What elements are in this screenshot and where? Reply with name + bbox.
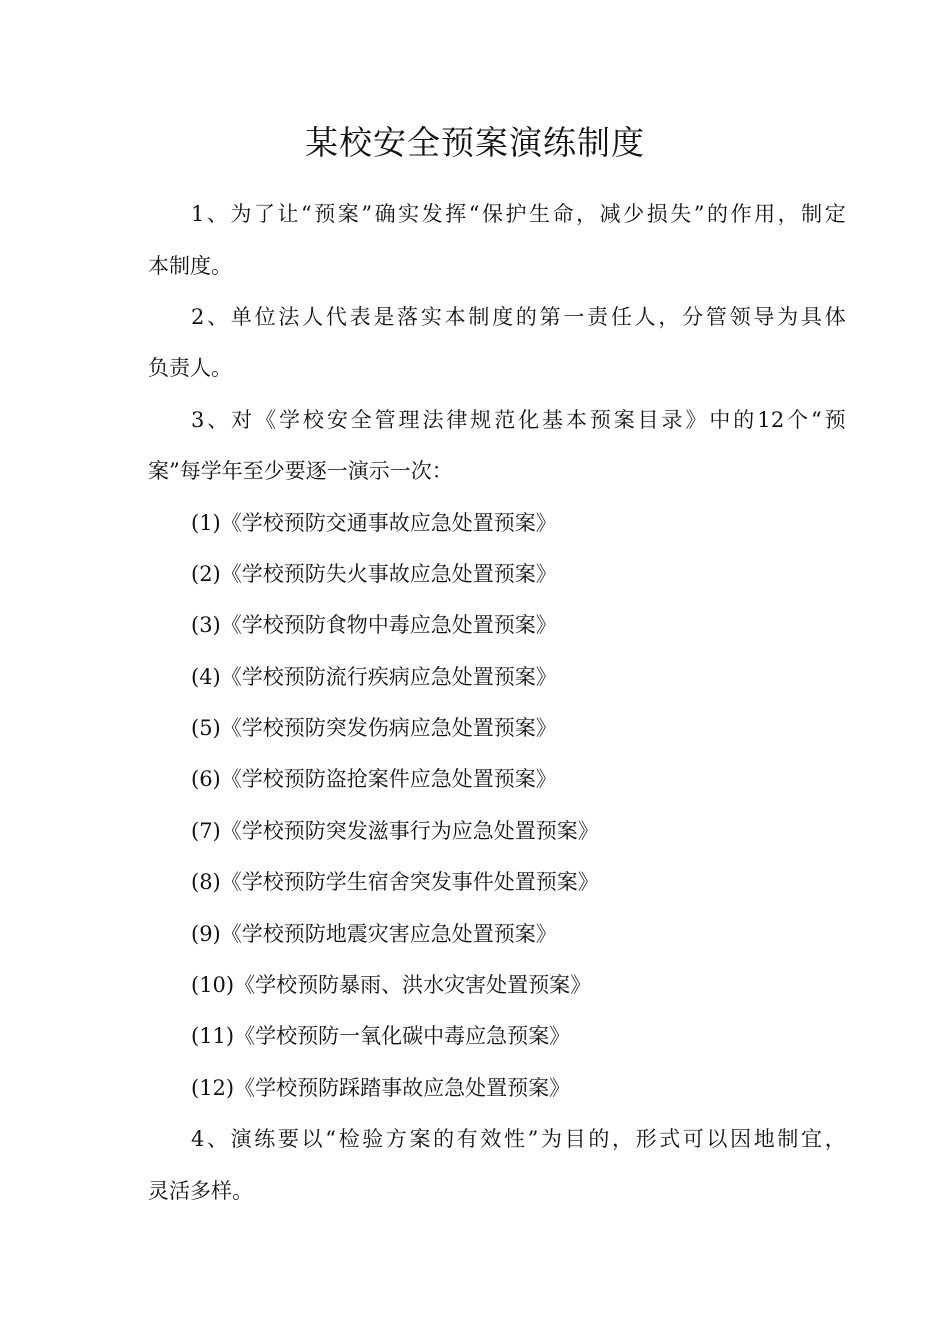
paragraph-4-line-2: 灵活多样。 [148, 1179, 253, 1203]
document-title: 某校安全预案演练制度 [305, 123, 645, 162]
list-item: (8)《学校预防学生宿舍突发事件处置预案》 [191, 870, 599, 894]
list-item: (7)《学校预防突发滋事行为应急处置预案》 [191, 819, 599, 843]
list-item: (2)《学校预防失火事故应急处置预案》 [191, 562, 557, 586]
paragraph-3-line-1: 3、对《学校安全管理法律规范化基本预案目录》中的12个“预 [191, 408, 846, 432]
list-item: (10)《学校预防暴雨、洪水灾害处置预案》 [191, 973, 592, 997]
list-item: (11)《学校预防一氧化碳中毒应急预案》 [191, 1024, 571, 1048]
paragraph-1-line-2: 本制度。 [148, 254, 232, 278]
list-item: (6)《学校预防盗抢案件应急处置预案》 [191, 767, 557, 791]
list-item: (12)《学校预防踩踏事故应急处置预案》 [191, 1076, 571, 1100]
paragraph-2-line-1: 2、单位法人代表是落实本制度的第一责任人，分管领导为具体 [191, 305, 846, 329]
list-item: (9)《学校预防地震灾害应急处置预案》 [191, 922, 557, 946]
list-item: (1)《学校预防交通事故应急处置预案》 [191, 511, 557, 535]
paragraph-4-line-1: 4、演练要以“检验方案的有效性”为目的，形式可以因地制宜， [191, 1127, 846, 1151]
paragraph-1-line-1: 1、为了让“预案”确实发挥“保护生命，减少损失”的作用，制定 [191, 202, 846, 226]
list-item: (3)《学校预防食物中毒应急处置预案》 [191, 613, 557, 637]
paragraph-3-line-2: 案”每学年至少要逐一演示一次： [148, 459, 453, 483]
list-item: (5)《学校预防突发伤病应急处置预案》 [191, 716, 557, 740]
paragraph-2-line-2: 负责人。 [148, 356, 232, 380]
list-item: (4)《学校预防流行疾病应急处置预案》 [191, 665, 557, 689]
